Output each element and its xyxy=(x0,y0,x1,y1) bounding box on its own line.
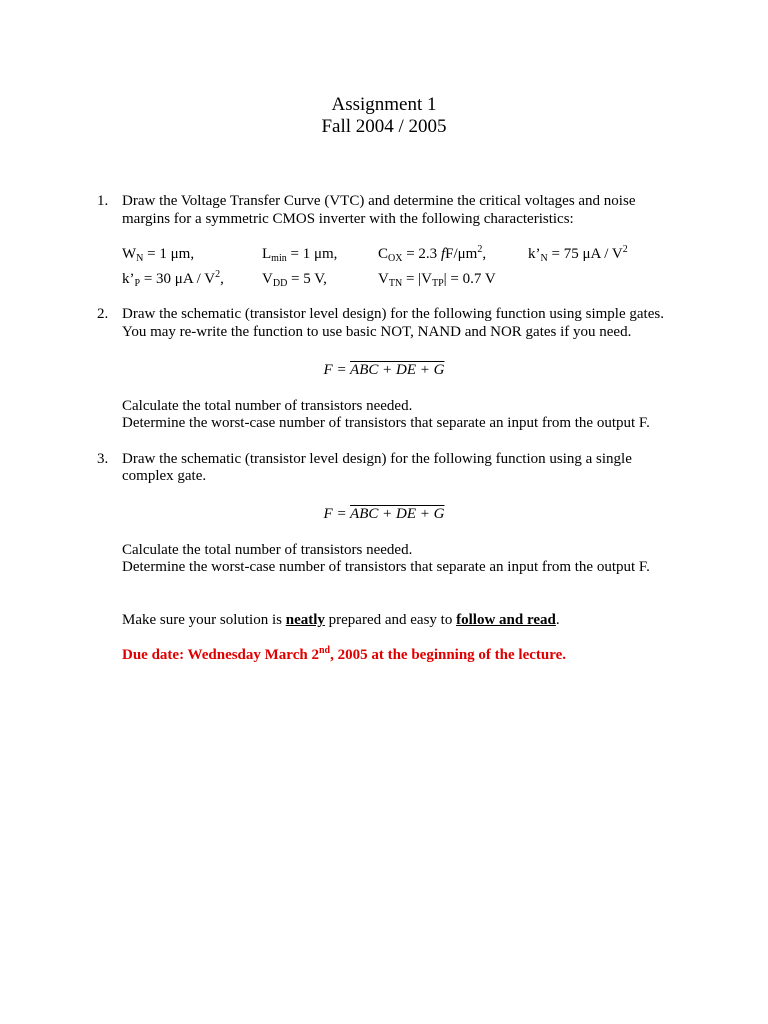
param-kn: $k’_N = 75$ μA / $V^2$ xyxy=(528,244,628,264)
question-3-calc-total: Calculate the total number of transistors needed. xyxy=(122,542,413,558)
question-2-calc-worst-case: Determine the worst-case number of transistors that separate an input from the output F. xyxy=(122,415,650,431)
question-3-calc-worst-case: Determine the worst-case number of transistors that separate an input from the output F. xyxy=(122,559,650,575)
param-vtn: $V_{TN} = |V_{TP}| = 0.7$ V xyxy=(378,271,496,289)
question-3-number: 3. xyxy=(97,451,109,467)
param-cox: $C_{OX} = 2.3$ $fF/\mu m^2$, xyxy=(378,244,487,264)
question-1-text-line2: margins for a symmetric CMOS inverter with the following characteristics: xyxy=(122,211,574,227)
question-2-formula: F = ABC + DE + G xyxy=(323,362,445,378)
param-vdd: $V_{DD} = 5$ V, xyxy=(262,271,327,289)
due-date: Due date: Wednesday March 2nd, 2005 at the beginning of the lecture. xyxy=(122,645,567,663)
follow-and-read-emphasis: follow and read xyxy=(456,612,556,628)
question-3-text-line1: Draw the schematic (transistor level design) for the following function using a single xyxy=(122,451,632,467)
neatly-emphasis: neatly xyxy=(285,612,325,628)
presentation-note: Make sure your solution is neatly prepared and easy to follow and read. xyxy=(122,612,560,628)
question-3-text-line2: complex gate. xyxy=(122,468,207,484)
question-3-formula: F = ABC + DE + G xyxy=(323,506,445,522)
question-1-text-line1: Draw the Voltage Transfer Curve (VTC) and determine the critical voltages and noise xyxy=(122,193,636,209)
page-title: Assignment 1 xyxy=(331,94,437,115)
question-2-text-line1: Draw the schematic (transistor level design) for the following function using simple gates. xyxy=(122,306,664,322)
question-2-number: 2. xyxy=(97,306,109,322)
question-2-calc-total: Calculate the total number of transistors needed. xyxy=(122,398,413,414)
question-2-text-line2: You may re-write the function to use basic NOT, NAND and NOR gates if you need. xyxy=(122,324,632,340)
param-lmin: $L_{min} = 1$ μm, xyxy=(262,246,338,264)
question-1-number: 1. xyxy=(97,193,109,209)
param-kp: $k’_P = 30$ μA / $V^2$, xyxy=(122,269,224,289)
param-wn: $W_N = 1$ μm, xyxy=(122,246,195,264)
page-subtitle: Fall 2004 / 2005 xyxy=(321,116,447,137)
